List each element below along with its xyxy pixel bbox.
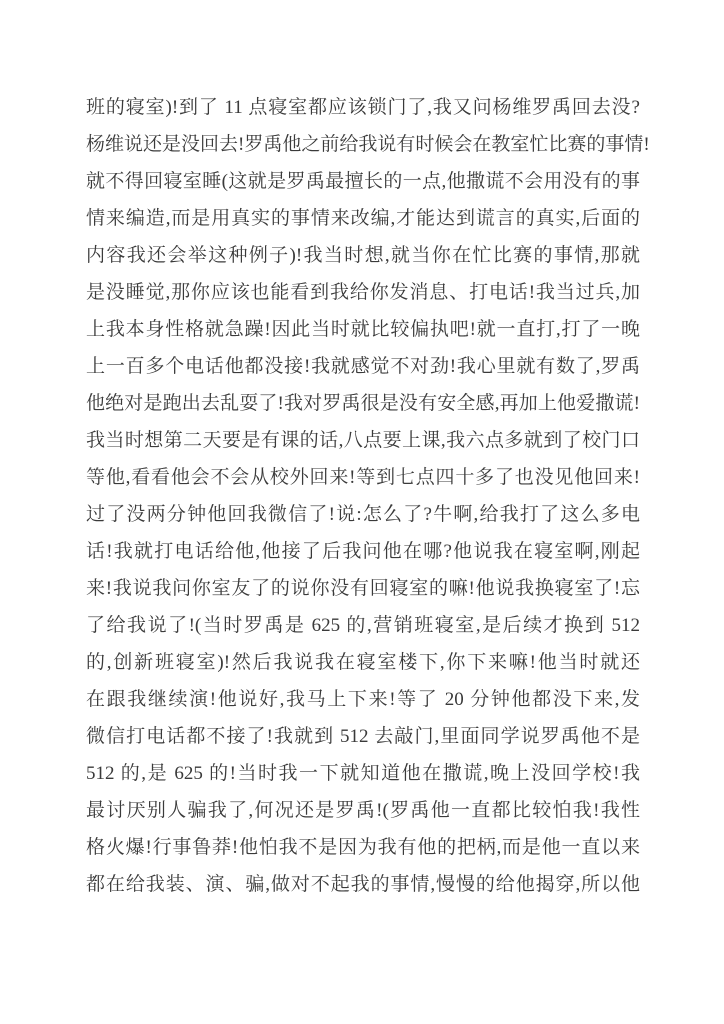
text-line: 在跟我继续演!他说好,我马上下来!等了 20 分钟他都没下来,发 (86, 689, 640, 710)
paragraph-text (86, 89, 650, 903)
text-line: 上一百多个电话他都没接!我就感觉不对劲!我心里就有数了,罗禹 (86, 356, 640, 377)
text-line: 格火爆!行事鲁莽!他怕我不是因为我有他的把柄,而是他一直以来 (86, 837, 640, 858)
text-line: 的,创新班寝室)!然后我说我在寝室楼下,你下来嘛!他当时就还 (86, 652, 640, 673)
text-line: 上我本身性格就急躁!因此当时就比较偏执吧!就一直打,打了一晚 (86, 319, 640, 340)
text-line: 512 的,是 625 的!当时我一下就知道他在撒谎,晚上没回学校!我 (86, 763, 640, 784)
text-line: 过了没两分钟他回我微信了!说:怎么了?牛啊,给我打了这么多电 (86, 504, 640, 525)
text-line: 话!我就打电话给他,他接了后我问他在哪?他说我在寝室啊,刚起 (86, 541, 640, 562)
text-line: 内容我还会举这种例子)!我当时想,就当你在忙比赛的事情,那就 (86, 245, 640, 266)
text-line: 等他,看看他会不会从校外回来!等到七点四十多了也没见他回来! (86, 467, 640, 488)
text-line: 就不得回寝室睡(这就是罗禹最擅长的一点,他撒谎不会用没有的事 (86, 171, 640, 192)
text-line: 最讨厌别人骗我了,何况还是罗禹!(罗禹他一直都比较怕我!我性 (86, 800, 640, 821)
text-line: 情来编造,而是用真实的事情来改编,才能达到谎言的真实,后面的 (86, 208, 640, 229)
text-line: 是没睡觉,那你应该也能看到我给你发消息、打电话!我当过兵,加 (86, 282, 640, 303)
text-line: 来!我说我问你室友了的说你没有回寝室的嘛!他说我换寝室了!忘 (86, 578, 640, 599)
text-line: 班的寝室)!到了 11 点寝室都应该锁门了,我又问杨维罗禹回去没? (86, 97, 640, 118)
text-line: 都在给我装、演、骗,做对不起我的事情,慢慢的给他揭穿,所以他 (86, 874, 640, 895)
text-line: 了给我说了!(当时罗禹是 625 的,营销班寝室,是后续才换到 512 (86, 615, 640, 636)
text-line: 杨维说还是没回去!罗禹他之前给我说有时候会在教室忙比赛的事情! (86, 134, 650, 155)
text-line: 微信打电话都不接了!我就到 512 去敲门,里面同学说罗禹他不是 (86, 726, 640, 747)
text-line: 他绝对是跑出去乱耍了!我对罗禹很是没有安全感,再加上他爱撒谎! (86, 393, 640, 414)
text-line: 我当时想第二天要是有课的话,八点要上课,我六点多就到了校门口 (86, 430, 640, 451)
